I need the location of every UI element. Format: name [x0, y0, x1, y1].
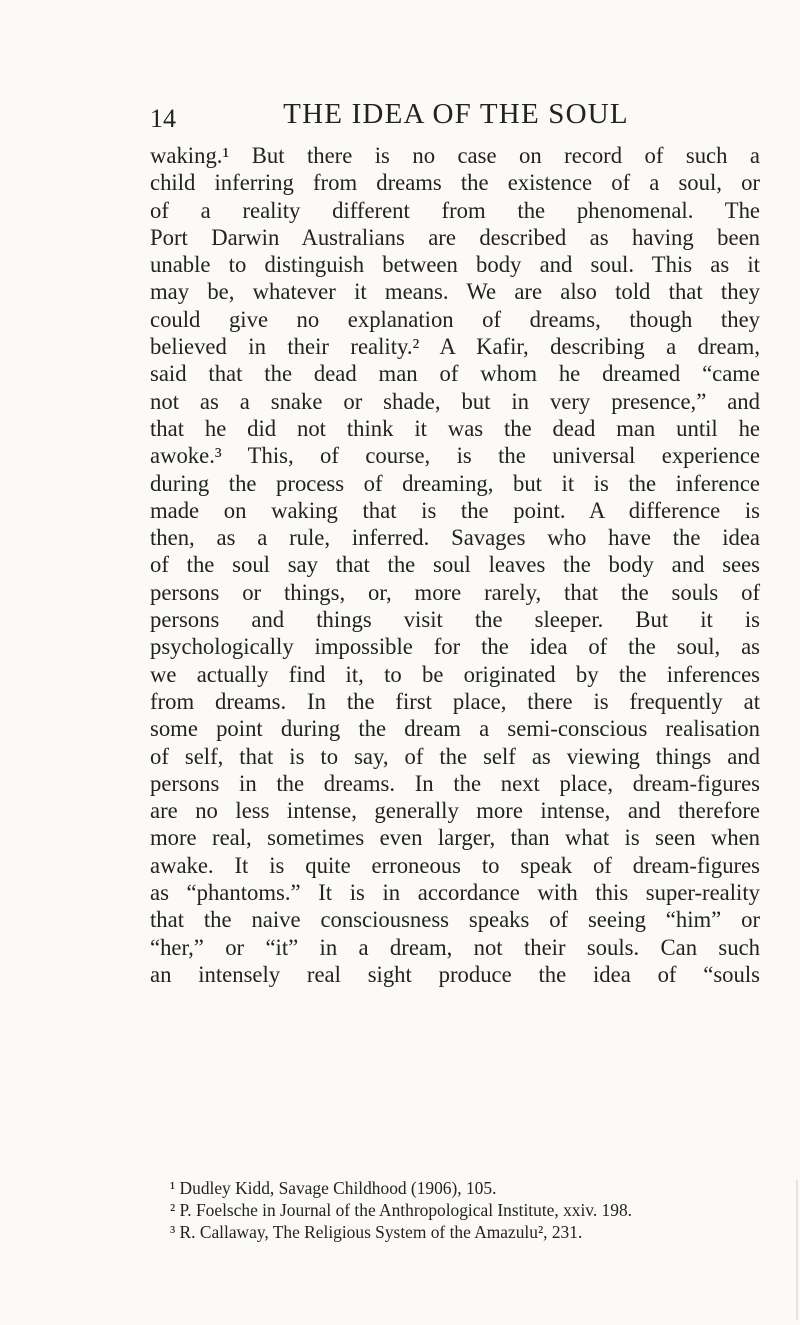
footnote-2: ² P. Foelsche in Journal of the Anthropological Institute, xxiv. 198. — [170, 1200, 632, 1220]
body-line: more real, sometimes even larger, than what is seen when — [150, 825, 760, 851]
body-line: awoke.³ This, of course, is the universal experience — [150, 443, 760, 469]
footnote-3: ³ R. Callaway, The Religious System of the Amazulu², 231. — [170, 1222, 583, 1242]
body-line: that the naive consciousness speaks of seeing “him” or — [150, 907, 760, 933]
body-line: awake. It is quite erroneous to speak of dream-figures — [150, 852, 760, 878]
body-line: “her,” or “it” in a dream, not their souls. Can such — [150, 934, 760, 960]
body-line: not as a snake or shade, but in very presence,” and — [150, 388, 760, 414]
body-line: are no less intense, generally more intense, and therefore — [150, 798, 760, 824]
body-line: believed in their reality.² A Kafir, describing a dream, — [150, 334, 760, 360]
body-line: child inferring from dreams the existence of a soul, or — [150, 170, 760, 196]
body-line: that he did not think it was the dead man until he — [150, 415, 760, 441]
body-line: could give no explanation of dreams, though they — [150, 306, 760, 332]
footnotes — [150, 1177, 762, 1243]
body-line: said that the dead man of whom he dreamed “came — [150, 361, 760, 387]
body-line: Port Darwin Australians are described as having been — [150, 224, 760, 250]
body-line: persons in the dreams. In the next place, dream-figures — [150, 770, 760, 796]
body-line: unable to distinguish between body and soul. This as it — [150, 252, 760, 278]
body-line: then, as a rule, inferred. Savages who have the idea — [150, 525, 760, 551]
page-header — [150, 98, 762, 138]
body-line: of self, that is to say, of the self as viewing things and — [150, 743, 760, 769]
body-line: we actually find it, to be originated by the inferences — [150, 661, 760, 687]
body-line: of the soul say that the soul leaves the body and sees — [150, 552, 760, 578]
body-line: made on waking that is the point. A difference is — [150, 497, 760, 523]
page-edge-shadow — [796, 1180, 798, 1320]
page-number: 14 — [150, 104, 176, 133]
body-line: of a reality different from the phenomenal. The — [150, 197, 760, 223]
body-line: some point during the dream a semi-conscious realisation — [150, 716, 760, 742]
body-text — [150, 142, 760, 988]
body-line: waking.¹ But there is no case on record of such a — [150, 143, 760, 168]
body-line: may be, whatever it means. We are also told that they — [150, 279, 760, 305]
body-line: as “phantoms.” It is in accordance with this super-reality — [150, 880, 760, 906]
running-head: THE IDEA OF THE SOUL — [283, 98, 629, 130]
body-line: psychologically impossible for the idea of the soul, as — [150, 634, 760, 660]
body-line: persons or things, or, more rarely, that the souls of — [150, 579, 760, 605]
footnote-1: ¹ Dudley Kidd, Savage Childhood (1906), 105. — [170, 1178, 497, 1198]
body-line: during the process of dreaming, but it is the inference — [150, 470, 760, 496]
body-line: an intensely real sight produce the idea of “souls — [150, 961, 760, 987]
body-line: from dreams. In the first place, there is frequently at — [150, 688, 760, 714]
body-line: persons and things visit the sleeper. But it is — [150, 607, 760, 633]
